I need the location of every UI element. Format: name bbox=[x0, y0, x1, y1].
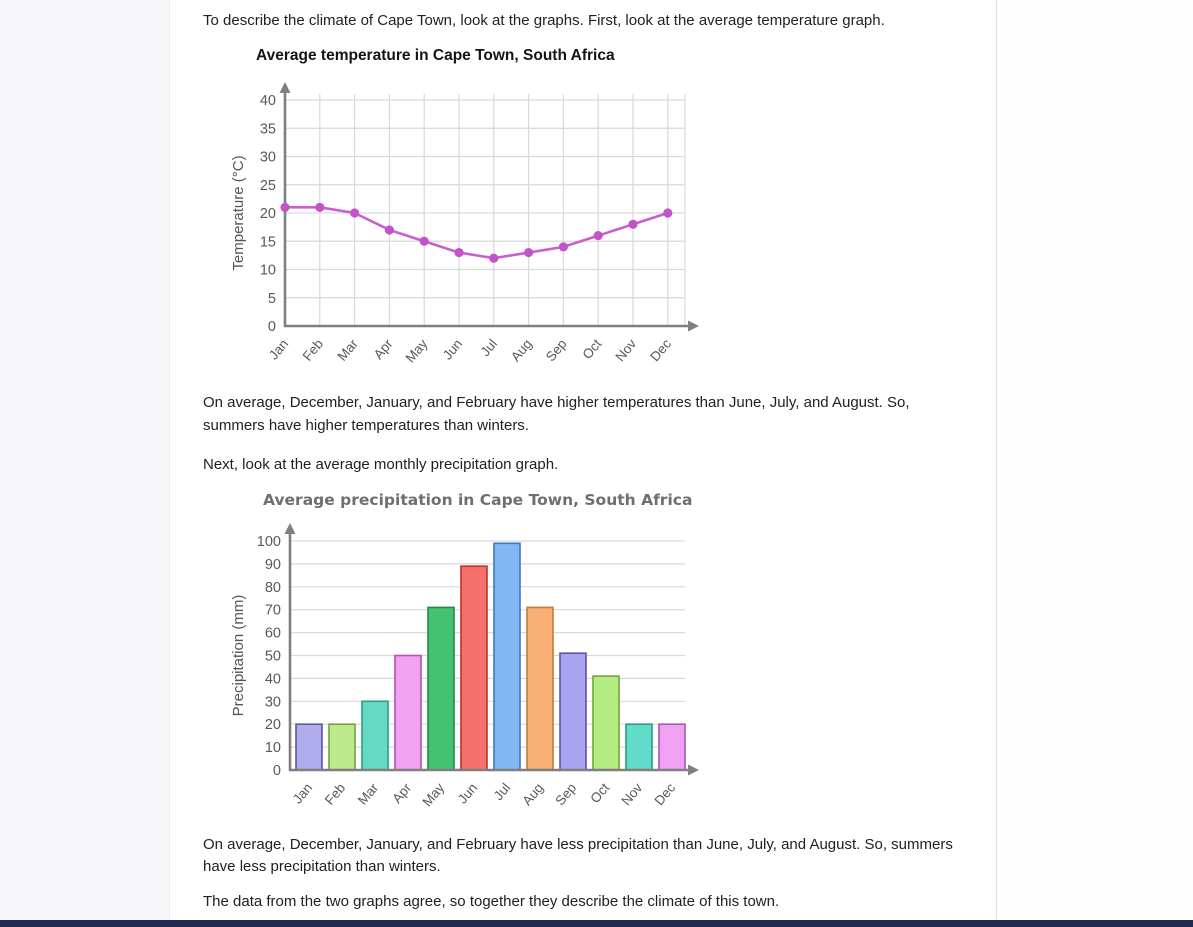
svg-text:Dec: Dec bbox=[647, 336, 675, 365]
page-left-margin bbox=[0, 0, 169, 927]
svg-text:Jul: Jul bbox=[490, 779, 514, 803]
svg-text:Oct: Oct bbox=[579, 336, 605, 363]
svg-text:40: 40 bbox=[259, 93, 276, 110]
svg-text:Aug: Aug bbox=[507, 336, 535, 365]
svg-text:0: 0 bbox=[272, 762, 281, 779]
svg-text:10: 10 bbox=[259, 262, 276, 279]
temperature-chart-title: Average temperature in Cape Town, South Africa bbox=[256, 47, 615, 65]
svg-text:Aug: Aug bbox=[519, 779, 547, 808]
svg-text:Jan: Jan bbox=[265, 336, 292, 364]
svg-text:Nov: Nov bbox=[618, 779, 646, 808]
temperature-chart bbox=[230, 74, 700, 374]
svg-text:Jun: Jun bbox=[454, 779, 481, 807]
svg-text:70: 70 bbox=[264, 602, 281, 619]
bottom-border-bar bbox=[0, 920, 1193, 927]
svg-text:Temperature (°C): Temperature (°C) bbox=[230, 155, 247, 272]
svg-text:May: May bbox=[419, 779, 448, 810]
svg-text:Mar: Mar bbox=[334, 336, 361, 365]
svg-text:0: 0 bbox=[267, 319, 276, 336]
svg-text:Sep: Sep bbox=[542, 336, 570, 365]
next-step-paragraph: Next, look at the average monthly precipitation graph. bbox=[203, 456, 559, 474]
svg-text:30: 30 bbox=[264, 693, 281, 710]
svg-text:50: 50 bbox=[264, 648, 281, 665]
svg-text:5: 5 bbox=[267, 291, 276, 308]
precipitation-chart-title: Average precipitation in Cape Town, South Africa bbox=[263, 490, 693, 509]
svg-text:10: 10 bbox=[264, 739, 281, 756]
svg-text:100: 100 bbox=[256, 533, 281, 550]
svg-text:Jan: Jan bbox=[289, 779, 316, 807]
svg-text:90: 90 bbox=[264, 556, 281, 573]
svg-text:Jun: Jun bbox=[439, 336, 466, 364]
temperature-conclusion-paragraph: On average, December, January, and February have higher temperatures than June, July, and August. So, summers have higher temperatures than winters. bbox=[203, 394, 910, 434]
svg-text:60: 60 bbox=[264, 625, 281, 642]
svg-text:Feb: Feb bbox=[299, 336, 327, 365]
svg-text:35: 35 bbox=[259, 121, 276, 138]
svg-text:80: 80 bbox=[264, 579, 281, 596]
precipitation-conclusion-paragraph: On average, December, January, and February have less precipitation than June, July, and August. So, summers have less precipitation than winters. bbox=[203, 835, 953, 876]
svg-text:May: May bbox=[402, 336, 431, 366]
svg-text:Apr: Apr bbox=[370, 336, 396, 363]
svg-text:30: 30 bbox=[259, 149, 276, 166]
svg-text:Precipitation (mm): Precipitation (mm) bbox=[230, 594, 247, 716]
svg-text:Apr: Apr bbox=[389, 779, 415, 806]
content-panel bbox=[169, 0, 997, 927]
svg-text:Oct: Oct bbox=[587, 779, 613, 806]
intro-paragraph: To describe the climate of Cape Town, look at the graphs. First, look at the average temperature graph. bbox=[203, 12, 885, 29]
svg-text:Sep: Sep bbox=[552, 779, 580, 808]
svg-text:Jul: Jul bbox=[477, 336, 501, 360]
svg-text:Feb: Feb bbox=[321, 779, 349, 808]
svg-text:Mar: Mar bbox=[354, 779, 382, 808]
svg-text:20: 20 bbox=[264, 716, 281, 733]
svg-text:15: 15 bbox=[259, 234, 276, 251]
svg-text:25: 25 bbox=[259, 178, 276, 195]
clipped-paragraph: The data from the two graphs agree, so together they describe the climate of this town. bbox=[203, 893, 780, 911]
precipitation-chart bbox=[230, 520, 700, 818]
svg-text:Nov: Nov bbox=[612, 336, 640, 365]
svg-text:40: 40 bbox=[264, 671, 281, 688]
svg-text:20: 20 bbox=[259, 206, 276, 223]
svg-text:Dec: Dec bbox=[651, 779, 679, 808]
